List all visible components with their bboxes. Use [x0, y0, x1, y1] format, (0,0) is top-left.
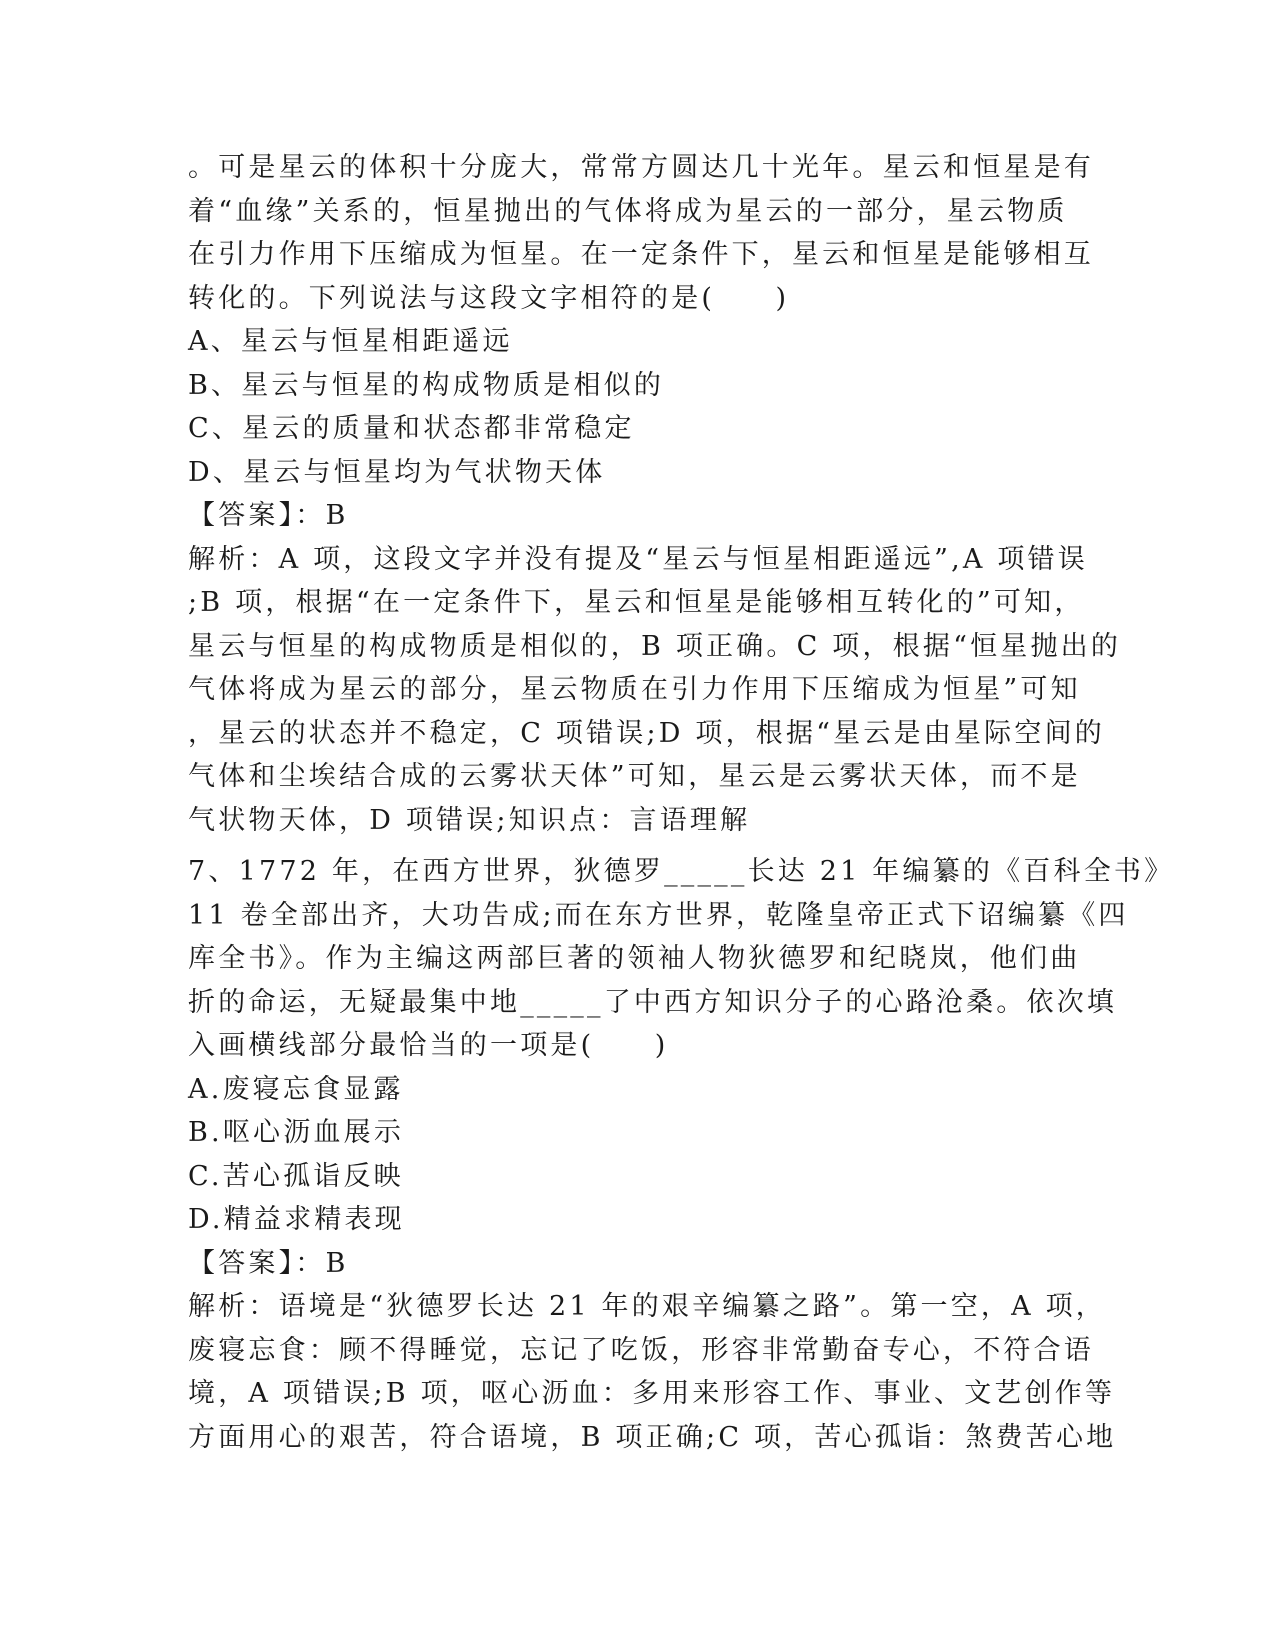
- question-7-block: [188, 850, 1175, 1459]
- question-6-stem-line: 在引力作用下压缩成为恒星。在一定条件下，星云和恒星是能够相互: [188, 239, 1094, 270]
- question-7-option-c: C.苦心孤诣反映: [188, 1160, 404, 1192]
- question-6-stem-line: 转化的。下列说法与这段文字相符的是( ): [188, 282, 790, 314]
- question-7-stem-line: 库全书》。作为主编这两部巨著的领袖人物狄德罗和纪晓岚，他们曲: [188, 943, 1081, 974]
- question-6-stem-line: 。可是星云的体积十分庞大，常常方圆达几十光年。星云和恒星是有: [188, 152, 1094, 183]
- question-6-option-b: B、星云与恒星的构成物质是相似的: [188, 369, 665, 401]
- question-7-analysis-line: 境，A 项错误;B 项，呕心沥血：多用来形容工作、事业、文艺创作等: [188, 1378, 1116, 1409]
- question-6-stem-line: 着“血缘”关系的，恒星抛出的气体将成为星云的一部分，星云物质: [188, 195, 1068, 227]
- question-6-option-d: D、星云与恒星均为气状物天体: [188, 456, 606, 488]
- question-6-answer: 【答案】：B: [188, 500, 349, 531]
- question-7-answer: 【答案】：B: [188, 1247, 349, 1279]
- question-7-stem-line: 折的命运，无疑最集中地_____了中西方知识分子的心路沧桑。依次填: [188, 986, 1118, 1018]
- document-page: [188, 146, 1175, 1459]
- question-6-analysis-line: ，星云的状态并不稳定，C 项错误;D 项，根据“星云是由星际空间的: [188, 717, 1105, 749]
- question-7-option-a: A.废寝忘食显露: [188, 1073, 404, 1105]
- question-6-analysis-line: ;B 项，根据“在一定条件下，星云和恒星是能够相互转化的”可知，: [188, 587, 1085, 618]
- question-7-analysis-line: 解析：语境是“狄德罗长达 21 年的艰辛编纂之路”。第一空，A 项，: [188, 1291, 1107, 1322]
- question-6-analysis-line: 气体和尘埃结合成的云雾状天体”可知，星云是云雾状天体，而不是: [188, 761, 1081, 792]
- question-7-stem-line: 入画横线部分最恰当的一项是( ): [188, 1030, 669, 1061]
- section-gap: [188, 842, 1088, 850]
- question-7-stem-line: 11 卷全部出齐，大功告成;而在东方世界，乾隆皇帝正式下诏编纂《四: [188, 899, 1129, 931]
- question-6-analysis-line: 气状物天体，D 项错误;知识点：言语理解: [188, 804, 751, 836]
- question-7-option-d: D.精益求精表现: [188, 1204, 405, 1235]
- question-7-analysis-line: 废寝忘食：顾不得睡觉，忘记了吃饭，形容非常勤奋专心，不符合语: [188, 1334, 1094, 1366]
- question-6-option-a: A、星云与恒星相距遥远: [188, 326, 513, 357]
- question-6-option-c: C、星云的质量和状态都非常稳定: [188, 413, 635, 444]
- question-7-option-b: B.呕心沥血展示: [188, 1117, 405, 1148]
- question-6-analysis-line: 气体将成为星云的部分，星云物质在引力作用下压缩成为恒星”可知: [188, 674, 1081, 705]
- question-6-analysis-line: 解析：A 项，这段文字并没有提及“星云与恒星相距遥远”,A 项错误: [188, 543, 1088, 575]
- question-6-analysis-line: 星云与恒星的构成物质是相似的，B 项正确。C 项，根据“恒星抛出的: [188, 630, 1122, 662]
- question-7-stem-line: 7、1772 年，在西方世界，狄德罗_____长达 21 年编纂的《百科全书》: [188, 856, 1175, 887]
- question-7-analysis-line: 方面用心的艰苦，符合语境，B 项正确;C 项，苦心孤诣：煞费苦心地: [188, 1421, 1117, 1453]
- question-6-block: [188, 146, 1122, 842]
